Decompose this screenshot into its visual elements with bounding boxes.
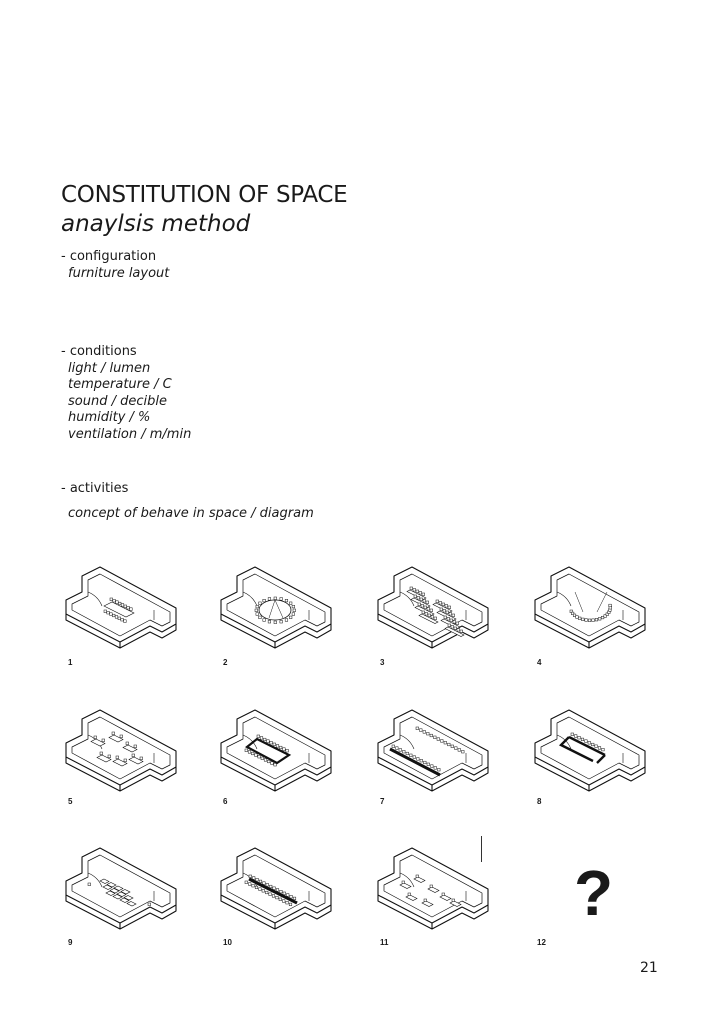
room-diagram [370, 562, 510, 662]
room-diagram [370, 705, 510, 805]
question-mark: ? [574, 857, 614, 929]
room-diagram [58, 843, 198, 943]
diagram-cell [58, 843, 198, 963]
diagram-cell [213, 705, 353, 825]
activities-section [61, 481, 314, 522]
diagram-number: 1 [68, 658, 73, 667]
diagram-number: 11 [380, 938, 389, 947]
activities-item: concept of behave in space / diagram [68, 505, 314, 521]
page-title: CONSTITUTION OF SPACE [61, 182, 348, 208]
room-diagram [58, 705, 198, 805]
conditions-item: ventilation / m/min [68, 426, 192, 442]
diagram-number: 5 [68, 797, 73, 806]
room-diagram [213, 562, 353, 662]
configuration-item: furniture layout [68, 265, 170, 281]
conditions-item: humidity / % [68, 410, 151, 425]
diagram-cell [527, 562, 667, 682]
page-number: 21 [640, 960, 658, 976]
room-diagram [58, 562, 198, 662]
diagram-number: 8 [537, 797, 542, 806]
diagram-number: 7 [380, 797, 385, 806]
page-subtitle: anaylsis method [61, 211, 251, 237]
diagram-number: 2 [223, 658, 228, 667]
conditions-item: light / lumen [68, 360, 151, 376]
room-diagram [527, 705, 667, 805]
diagram-number: 10 [223, 938, 232, 947]
diagram-number: 12 [537, 938, 546, 947]
diagram-cell [213, 843, 353, 963]
configuration-heading: - configuration [61, 249, 157, 264]
diagram-cell [58, 562, 198, 682]
divider-line [481, 836, 482, 862]
diagram-number: 9 [68, 938, 73, 947]
conditions-heading: - conditions [61, 344, 137, 359]
diagram-cell [527, 705, 667, 825]
configuration-section [61, 249, 169, 282]
conditions-section [61, 344, 191, 443]
room-diagram [370, 843, 510, 943]
diagram-cell [213, 562, 353, 682]
activities-heading: - activities [61, 481, 129, 496]
diagram-number: 4 [537, 658, 542, 667]
diagram-number: 3 [380, 658, 385, 667]
conditions-item: temperature / C [68, 377, 172, 392]
room-diagram [213, 843, 353, 943]
diagram-cell [58, 705, 198, 825]
diagram-cell [370, 705, 510, 825]
diagram-cell [370, 562, 510, 682]
diagram-number: 6 [223, 797, 228, 806]
diagram-cell [370, 843, 510, 963]
room-diagram [527, 562, 667, 662]
conditions-item: sound / decible [68, 393, 167, 409]
room-diagram [213, 705, 353, 805]
